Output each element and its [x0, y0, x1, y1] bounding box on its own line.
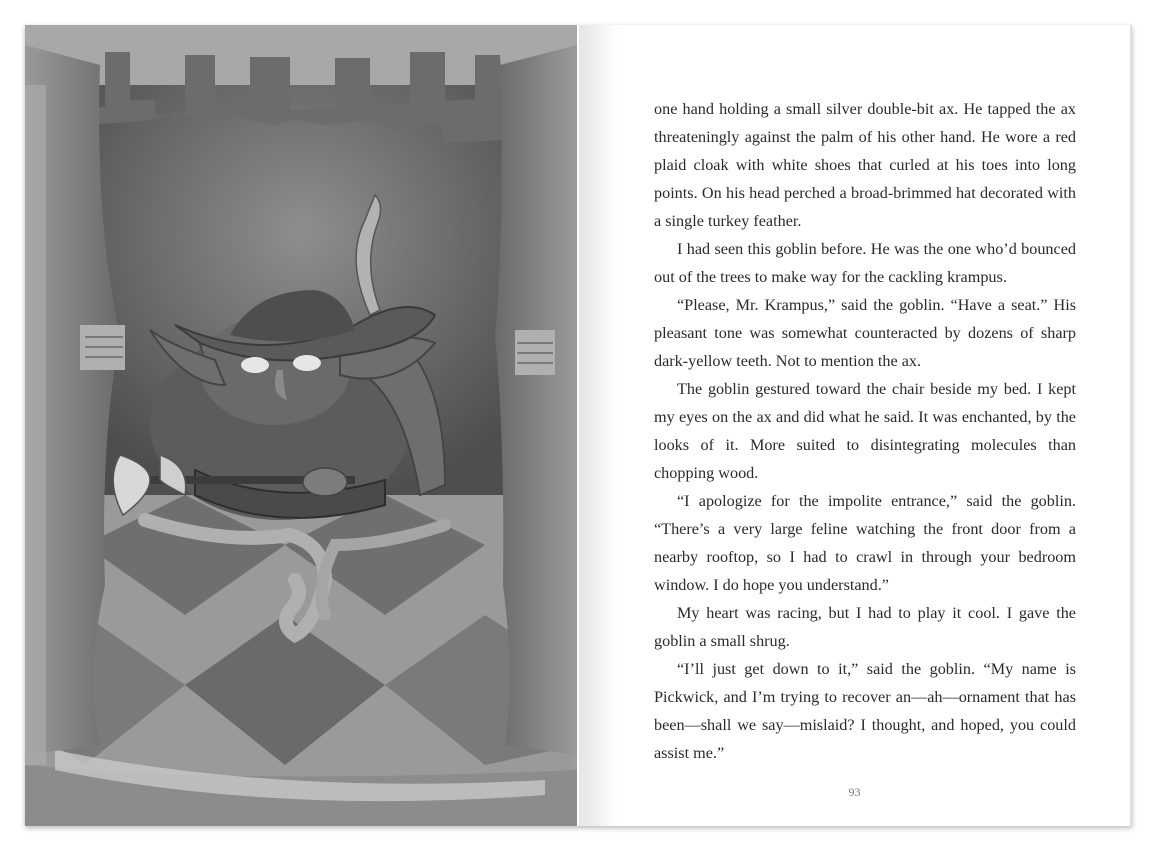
- paragraph: I had seen this goblin before. He was the one who’d bounced out of the trees to make way for the cackling krampus.: [654, 240, 1076, 286]
- paragraph: one hand holding a small silver double-bit ax. He tapped the ax threateningly against the palm of his other hand. He wore a red plaid cloak with white shoes that curled at his toes into long points. On his head perched a broad-brimmed hat decorated with a single turkey feather.: [654, 100, 1076, 230]
- paragraph: “Please, Mr. Krampus,” said the goblin. “Have a seat.” His pleasant tone was somewhat counteracted by dozens of sharp dark-yellow teeth. Not to mention the ax.: [654, 296, 1076, 370]
- paragraph: “I apologize for the impolite entrance,” said the goblin. “There’s a very large feline watching the front door from a nearby rooftop, so I had to crawl in through your bedroom window. I do hope you understand.”: [654, 492, 1076, 594]
- text-page: [579, 25, 1132, 826]
- paragraph: My heart was racing, but I had to play it cool. I gave the goblin a small shrug.: [654, 604, 1076, 650]
- book-spread: [25, 25, 1132, 826]
- goblin-illustration: [25, 25, 577, 826]
- page-number: 93: [848, 785, 861, 799]
- paragraph: The goblin gestured toward the chair beside my bed. I kept my eyes on the ax and did what he said. It was enchanted, by the looks of it. More suited to disintegrating molecules than chopping wood.: [654, 380, 1076, 482]
- paragraph: “I’ll just get down to it,” said the goblin. “My name is Pickwick, and I’m trying to recover an—ah—ornament that has been—shall we say—mislaid? I thought, and hoped, you could assist me.”: [654, 660, 1076, 762]
- gutter-shadow: [579, 25, 619, 826]
- body-text: [654, 95, 1076, 767]
- illustration-page: [25, 25, 577, 826]
